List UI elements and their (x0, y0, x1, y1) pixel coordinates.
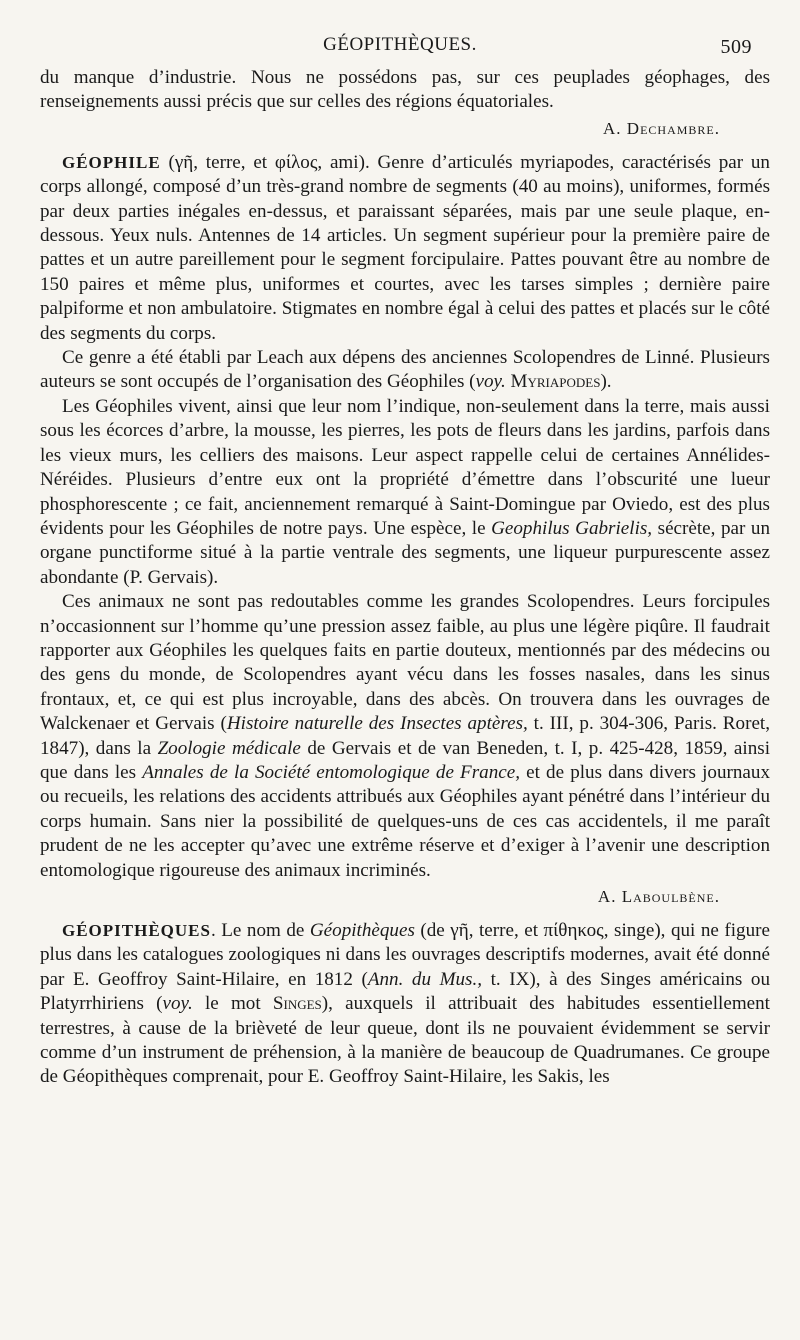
author-signature: A. Laboulbène. (597, 887, 720, 906)
author-signature: A. Dechambre. (603, 118, 720, 138)
entry-geopitheques-definition: GÉOPITHÈQUES. Le nom de Géopithèques (de γῆ, terre, et πίθηκος, singe), qui ne figure plus dans les catalogues zoologiques ni dans les ouvrages descriptifs modernes, avait été donné par E. Geoffroy Saint-Hilaire, en 1812 (Ann. du Mus., t. IX), à des Singes américains ou Platyrrhiriens (voy. le mot Singes), auxquels il attribuait des habitudes essentiellement terrestres, à cause de la brièveté de leur queue, dont ils ne pouvaient évidemment se servir comme d’un instrument de préhension, à la manière de beaucoup de Quadrumanes. Ce groupe de Géopithèques comprenait, pour E. Geoffroy Saint-Hilaire, les Sakis, les (40, 920, 770, 1088)
cross-reference: Myriapodes (510, 371, 601, 393)
paragraph: Les Géophiles vivent, ainsi que leur nom l’indique, non-seulement dans la terre, mais aussi sous les écorces d’arbre, la mousse, les pierres, les pots de fleurs dans les jardins, parfois dans les vieux murs, les celliers des maisons. Leur aspect rappelle celui de certaines Annélides-Néréides. Plusieurs d’entre eux ont la propriété d’émettre dans l’obscurité une lueur phosphorescente ; ce fait, anciennement remarqué à Saint-Domingue par Oviedo, est des plus évidents pour les Géophiles de notre pays. Une espèce, le Geophilus Gabrielis, sécrète, par un organe punctiforme situé à la partie ventrale des segments, une liqueur purpurescente assez abondante (P. Gervais). (40, 395, 771, 588)
species-name: Geophilus Gabrielis, (491, 517, 653, 539)
entry-geophile-definition: GÉOPHILE (γῆ, terre, et φίλος, ami). Genre d’articulés myriapodes, caractérisés par un corps allongé, composé d’un très-grand nombre de segments (40 au moins), uniformes, formés par deux parties inégales en-dessus, et paraissant séparées, mais par une seule plaque, en-dessous. Yeux nuls. Antennes de 14 articles. Un segment supérieur pour la première paire de pattes et un autre pareillement pour le segment forcipulaire. Pattes pouvant être au nombre de 150 paires et même plus, uniformes et courtes, avec les tarses simples ; dernière paire palpiforme et non ambulatoire. Stigmates en nombre égal à celui des pattes et placés sur le côté des segments du corps. (40, 151, 770, 344)
headword-geopitheques: GÉOPITHÈQUES (62, 921, 211, 940)
page-number: 509 (720, 36, 752, 58)
running-title: GÉOPITHÈQUES. (323, 34, 477, 55)
cross-reference: Singes (272, 993, 322, 1015)
paragraph: Ces animaux ne sont pas redoutables comme les grandes Scolopendres. Leurs forcipules n’occasionnent sur l’homme qu’une pression assez faible, au plus une légère piqûre. Il faudrait rapporter aux Géophiles les quelques faits en partie douteux, mentionnés par des médecins ou des gens du monde, de Scolopendres ayant vécu dans les fosses nasales, dans les sinus frontaux, et, ce qui est plus incroyable, dans des abcès. On trouvera dans les ouvrages de Walckenaer et Gervais (Histoire naturelle des Insectes aptères, t. III, p. 304-306, Paris. Roret, 1847), dans la Zoologie médicale de Gervais et de van Beneden, t. I, p. 425-428, 1859, ainsi que dans les Annales de la Société entomologique de France, et de plus dans divers journaux ou recueils, les relations des accidents attribués aux Géophiles ayant pénétré dans l’intérieur du corps humain. Sans nier la possibilité de quelques-uns de ces cas accidentels, il me paraît prudent de ne les accepter qu’avec une extrême réserve et d’exiger à l’avenir une description entomologique rigoureuse des animaux incriminés. (40, 591, 770, 881)
page-header (40, 30, 760, 60)
paragraph-continuation: du manque d’industrie. Nous ne possédons pas, sur ces peuplades géophages, des renseignements aussi précis que sur celles des régions équatoriales. (40, 67, 770, 113)
headword-geophile: GÉOPHILE (62, 152, 161, 172)
paragraph: Ce genre a été établi par Leach aux dépens des anciennes Scolopendres de Linné. Plusieurs auteurs se sont occupés de l’organisation des Géophiles (voy. Myriapodes). (40, 347, 770, 393)
page-body (40, 66, 770, 1090)
